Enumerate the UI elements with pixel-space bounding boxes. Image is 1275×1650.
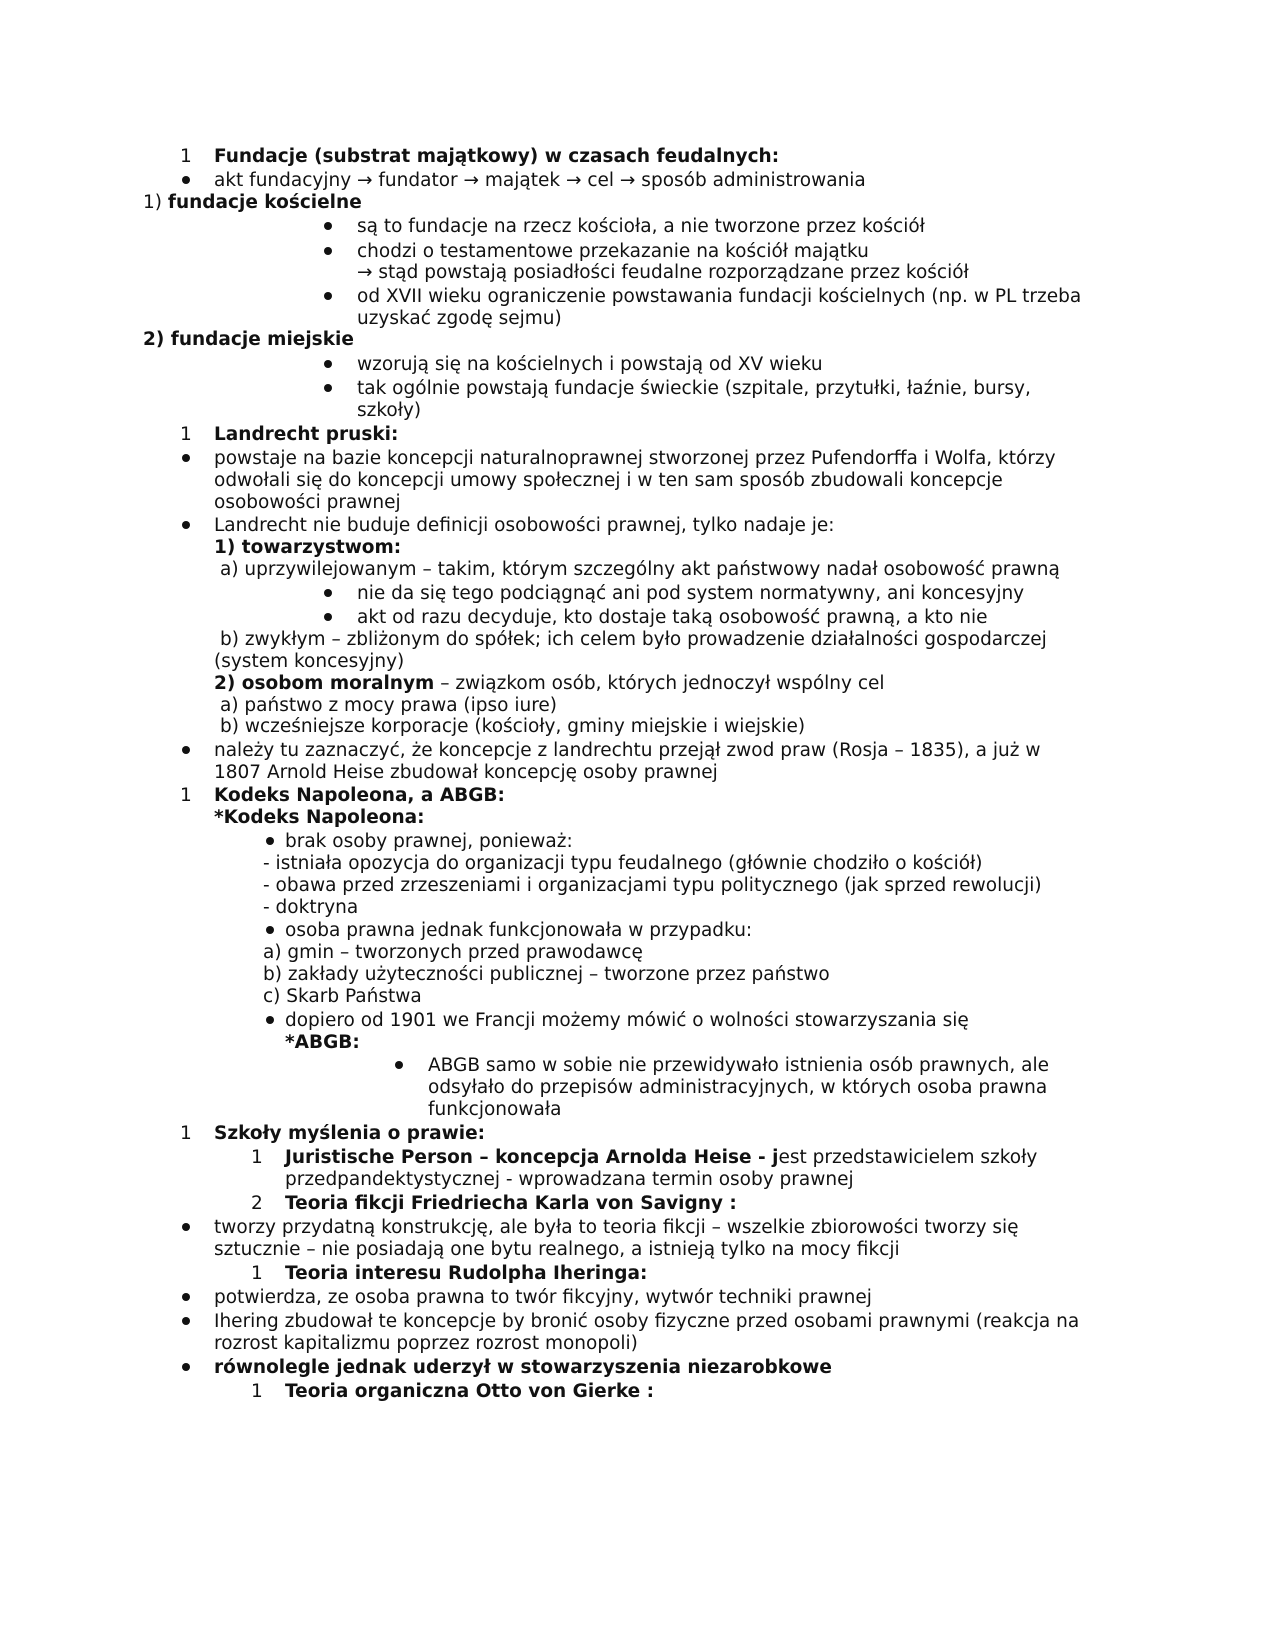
subsection-heading: 1) fundacje kościelne — [143, 192, 362, 213]
bullet-icon — [266, 837, 274, 845]
list-item-continuation: odwołali się do koncepcji umowy społecznej i w ten sam sposób zbudowali koncepcje — [214, 470, 1003, 491]
sub-item: - obawa przed zrzeszeniami i organizacjami typu politycznego (jak sprzed rewolucji) — [263, 875, 1042, 896]
section-heading: Szkoły myślenia o prawie: — [214, 1123, 486, 1144]
list-item-continuation: 1807 Arnold Heise zbudował koncepcję osoby prawnej — [214, 762, 718, 783]
list-item-continuation: → stąd powstają posiadłości feudalne rozporządzane przez kościół — [357, 262, 969, 283]
bullet-icon — [266, 1016, 274, 1024]
section-heading: Landrecht pruski: — [214, 424, 399, 445]
bullet-icon — [266, 926, 274, 934]
sub-item: - doktryna — [263, 897, 359, 918]
list-item: akt fundacyjny → fundator → majątek → cel → sposób administrowania — [214, 170, 866, 191]
list-item-continuation: osobowości prawnej — [214, 492, 401, 513]
list-item: Juristische Person – koncepcja Arnolda Heise - jest przedstawicielem szkoły — [285, 1147, 1038, 1168]
list-item: od XVII wieku ograniczenie powstawania fundacji kościelnych (np. w PL trzeba — [357, 286, 1082, 307]
bullet-icon — [324, 360, 332, 368]
subsection-heading: 2) fundacje miejskie — [143, 329, 354, 350]
sub-item: - istniała opozycja do organizacji typu feudalnego (głównie chodziło o kościół) — [263, 853, 983, 874]
list-number: 1 — [251, 1381, 263, 1402]
list-item: tak ogólnie powstają fundacje świeckie (szpitale, przytułki, łaźnie, bursy, — [357, 378, 1031, 399]
list-item: potwierdza, ze osoba prawna to twór fikcyjny, wytwór techniki prawnej — [214, 1287, 872, 1308]
list-item: należy tu zaznaczyć, że koncepcje z landrechtu przejął zwod praw (Rosja – 1835), a już w — [214, 740, 1041, 761]
list-item: brak osoby prawnej, ponieważ: — [285, 831, 573, 852]
list-item: chodzi o testamentowe przekazanie na kościół majątku — [357, 241, 869, 262]
list-item: osoba prawna jednak funkcjonowała w przypadku: — [285, 920, 753, 941]
bullet-icon — [182, 454, 190, 462]
list-item-continuation: sztucznie – nie posiadają one bytu realnego, a istnieją tylko na mocy fikcji — [214, 1239, 900, 1260]
sub-item: b) wcześniejsze korporacje (kościoły, gminy miejskie i wiejskie) — [220, 716, 806, 737]
list-item: tworzy przydatną konstrukcję, ale była to teoria fikcji – wszelkie zbiorowości tworzy się — [214, 1217, 1019, 1238]
list-number: 1 — [251, 1147, 263, 1168]
list-item: nie da się tego podciągnąć ani pod system normatywny, ani koncesyjny — [357, 583, 1025, 604]
subheading: 2) osobom moralnym – związkom osób, których jednoczył wspólny cel — [214, 673, 885, 694]
list-item: równolegle jednak uderzył w stowarzyszenia niezarobkowe — [214, 1357, 832, 1378]
bullet-icon — [324, 292, 332, 300]
sub-item: a) uprzywilejowanym – takim, którym szczególny akt państwowy nadał osobowość prawną — [220, 559, 1060, 580]
list-item: Landrecht nie buduje definicji osobowości prawnej, tylko nadaje je: — [214, 515, 835, 536]
bullet-icon — [182, 521, 190, 529]
list-number: 1 — [251, 1263, 263, 1284]
sub-item: b) zakłady użyteczności publicznej – tworzone przez państwo — [263, 964, 830, 985]
bullet-icon — [324, 589, 332, 597]
sub-item: a) gmin – tworzonych przed prawodawcę — [263, 942, 643, 963]
bullet-icon — [324, 222, 332, 230]
list-item-continuation: przedpandektystycznej - wprowadzana termin osoby prawnej — [285, 1169, 854, 1190]
list-item: powstaje na bazie koncepcji naturalnoprawnej stworzonej przez Pufendorffa i Wolfa, którzy — [214, 448, 1056, 469]
list-item-continuation: szkoły) — [357, 400, 422, 421]
list-item-continuation: funkcjonowała — [428, 1099, 562, 1120]
item-heading: Teoria interesu Rudolpha Iheringa: — [285, 1263, 648, 1284]
list-number: 1 — [180, 785, 192, 806]
list-number: 1 — [180, 1123, 192, 1144]
list-item: ABGB samo w sobie nie przewidywało istnienia osób prawnych, ale — [428, 1055, 1049, 1076]
section-heading: Fundacje (substrat majątkowy) w czasach feudalnych: — [214, 146, 780, 167]
list-item-continuation: odsyłało do przepisów administracyjnych, w których osoba prawna — [428, 1077, 1048, 1098]
list-item-continuation: uzyskać zgodę sejmu) — [357, 308, 562, 329]
bullet-icon — [324, 613, 332, 621]
bullet-icon — [324, 247, 332, 255]
bullet-icon — [182, 746, 190, 754]
list-item: dopiero od 1901 we Francji możemy mówić o wolności stowarzyszania się — [285, 1010, 969, 1031]
sub-item: b) zwykłym – zbliżonym do spółek; ich celem było prowadzenie działalności gospodarczej — [220, 629, 1047, 650]
subheading: *Kodeks Napoleona: — [214, 807, 425, 828]
bullet-icon — [324, 384, 332, 392]
list-item-continuation: rozrost kapitalizmu poprzez rozrost monopoli) — [214, 1333, 638, 1354]
subheading: 1) towarzystwom: — [214, 537, 402, 558]
sub-item: c) Skarb Państwa — [263, 986, 422, 1007]
list-number: 2 — [251, 1193, 263, 1214]
item-heading: Teoria fikcji Friedriecha Karla von Savigny : — [285, 1193, 737, 1214]
bullet-icon — [182, 1293, 190, 1301]
sub-item: a) państwo z mocy prawa (ipso iure) — [220, 695, 558, 716]
list-item: Ihering zbudował te koncepcje by bronić osoby fizyczne przed osobami prawnymi (reakcja na — [214, 1311, 1080, 1332]
bullet-icon — [182, 176, 190, 184]
list-number: 1 — [180, 424, 192, 445]
bullet-icon — [182, 1317, 190, 1325]
list-item: akt od razu decyduje, kto dostaje taką osobowość prawną, a kto nie — [357, 607, 988, 628]
bullet-icon — [182, 1363, 190, 1371]
subheading: *ABGB: — [285, 1032, 360, 1053]
list-item: są to fundacje na rzecz kościoła, a nie tworzone przez kościół — [357, 216, 925, 237]
list-number: 1 — [180, 146, 192, 167]
sub-item-continuation: (system koncesyjny) — [214, 651, 405, 672]
bullet-icon — [182, 1223, 190, 1231]
list-item: wzorują się na kościelnych i powstają od XV wieku — [357, 354, 823, 375]
bullet-icon — [395, 1061, 403, 1069]
section-heading: Kodeks Napoleona, a ABGB: — [214, 785, 505, 806]
item-heading: Teoria organiczna Otto von Gierke : — [285, 1381, 655, 1402]
